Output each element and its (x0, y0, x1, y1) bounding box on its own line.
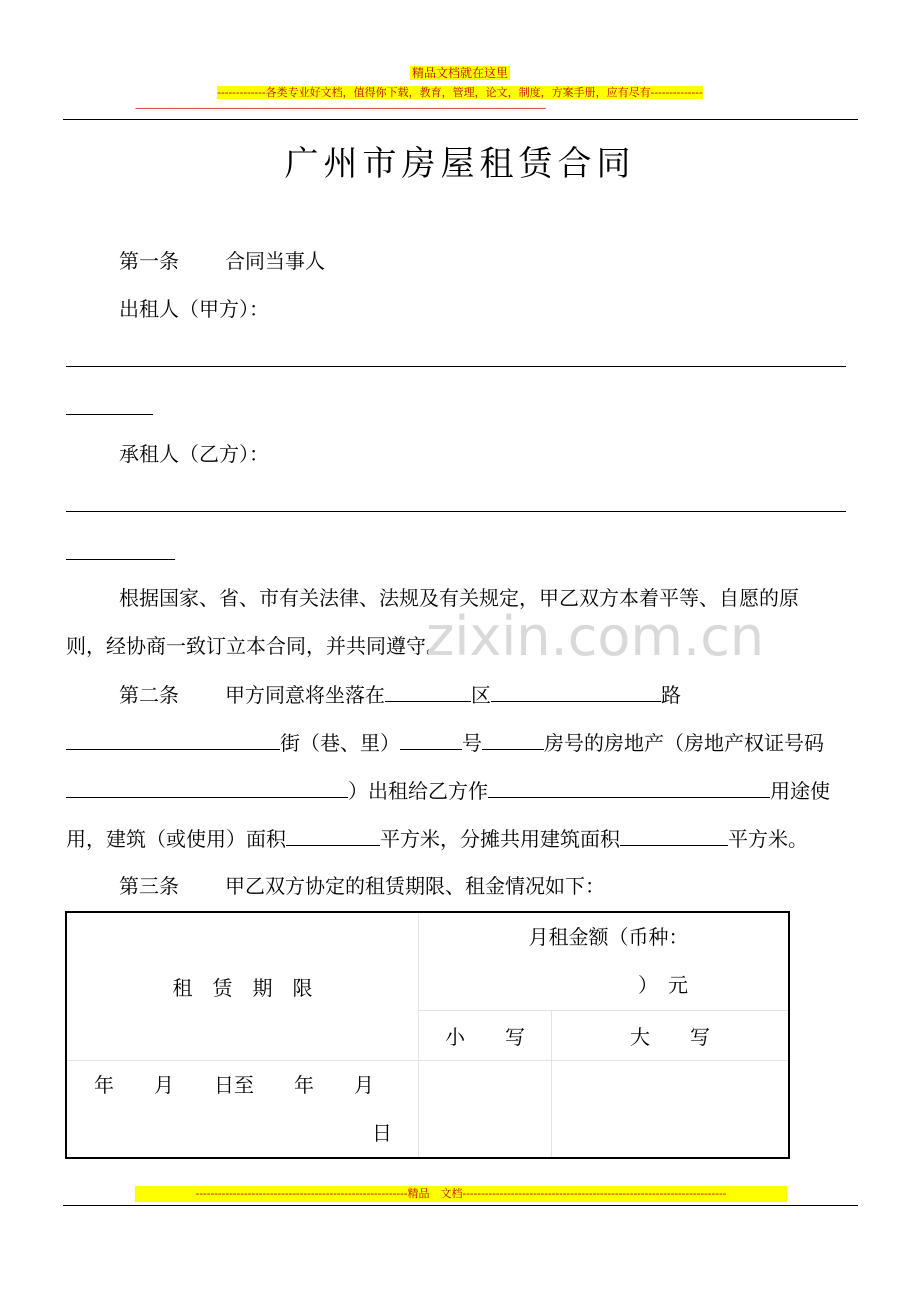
street-blank (66, 729, 280, 750)
purpose-label: 用途使 (770, 779, 830, 803)
amount-header-cell (419, 912, 790, 1010)
road-label: 路 (661, 683, 681, 707)
article-3-line (119, 873, 605, 899)
small-amount-header-cell (419, 1010, 552, 1060)
lessee-fill-line (66, 511, 846, 512)
period-row-line-1: 年 月 日至 年 月 (94, 1072, 374, 1097)
shared-area-unit: 平方米。 (728, 827, 808, 851)
purpose-blank (488, 777, 770, 798)
period-header-cell (66, 912, 419, 1060)
article-3-heading: 第三条 (119, 874, 179, 898)
period-row-cell (66, 1060, 419, 1158)
room-label: 房号的房地产（房地产权证号码 (544, 731, 824, 755)
lessee-fill-line-short (66, 559, 175, 560)
lessee-label: 承租人（乙方）： (119, 442, 269, 466)
amount-header-line-1: 月租金额（币种： (528, 925, 689, 950)
article-3-text: 甲乙双方协定的租赁期限、租金情况如下： (225, 874, 605, 898)
shared-area-blank (620, 825, 728, 846)
lessor-label: 出租人（甲方）： (119, 297, 269, 321)
shared-area-label: 平方米，分摊共用建筑面积 (380, 827, 620, 851)
certificate-blank (66, 777, 348, 798)
article-2-line-4 (66, 825, 808, 852)
preamble-line-1: 根据国家、省、市有关法律、法规及有关规定，甲乙双方本着平等、自愿的原 (119, 586, 799, 610)
street-label: 街（巷、里） (280, 731, 400, 755)
road-blank (491, 681, 661, 702)
article-2-line-3 (66, 777, 830, 804)
header-rule (63, 119, 858, 120)
header-banner-title: 精品文档就在这里 (411, 66, 508, 80)
period-row-line-2: 日 (372, 1120, 392, 1145)
district-blank (385, 681, 471, 702)
article-2-line-2 (66, 729, 824, 756)
amount-header-line-2: ） 元 (638, 973, 688, 998)
room-blank (482, 729, 544, 750)
article-1-heading: 第一条 (119, 249, 179, 273)
area-blank (286, 825, 380, 846)
small-amount-cell[interactable] (419, 1060, 552, 1158)
article-2-text: 甲方同意将坐落在 (225, 683, 385, 707)
small-amount-header: 小 写 (445, 1024, 525, 1049)
article-1-line (119, 248, 325, 274)
lessor-fill-line-short (66, 414, 153, 415)
capital-amount-header: 大 写 (630, 1024, 710, 1049)
header-banner-slogan: -------------各类专业好文档，值得你下载，教育，管理，论文，制度，方案手册，应有尽有-------------- (217, 86, 703, 99)
capital-amount-header-cell (552, 1010, 790, 1060)
number-label: 号 (462, 731, 482, 755)
area-label: 用，建筑（或使用）面积 (66, 827, 286, 851)
rent-table (65, 911, 790, 1159)
district-label: 区 (471, 683, 491, 707)
header-dash-line: --------------------------------------------------------------------------------------------------------------------------------------------------------------------------------------------------------- (135, 104, 546, 114)
lease-to-label: ）出租给乙方作 (348, 779, 488, 803)
lessor-fill-line (66, 366, 846, 367)
number-blank (400, 729, 462, 750)
article-2-line-1 (119, 681, 681, 708)
capital-amount-cell[interactable] (552, 1060, 790, 1158)
article-2-heading: 第二条 (119, 683, 179, 707)
watermark: zixin.com.cn (426, 605, 765, 668)
footer-banner: ---------------------------------------------------------精品 文档----------------------------------------------------------------------- (135, 1186, 787, 1202)
preamble-line-2: 则，经协商一致订立本合同，并共同遵守。 (66, 634, 446, 658)
period-header: 租 赁 期 限 (172, 975, 313, 1000)
footer-rule (63, 1205, 858, 1206)
document-title: 广州市房屋租赁合同 (284, 144, 636, 184)
article-1-heading-text: 合同当事人 (225, 249, 325, 273)
